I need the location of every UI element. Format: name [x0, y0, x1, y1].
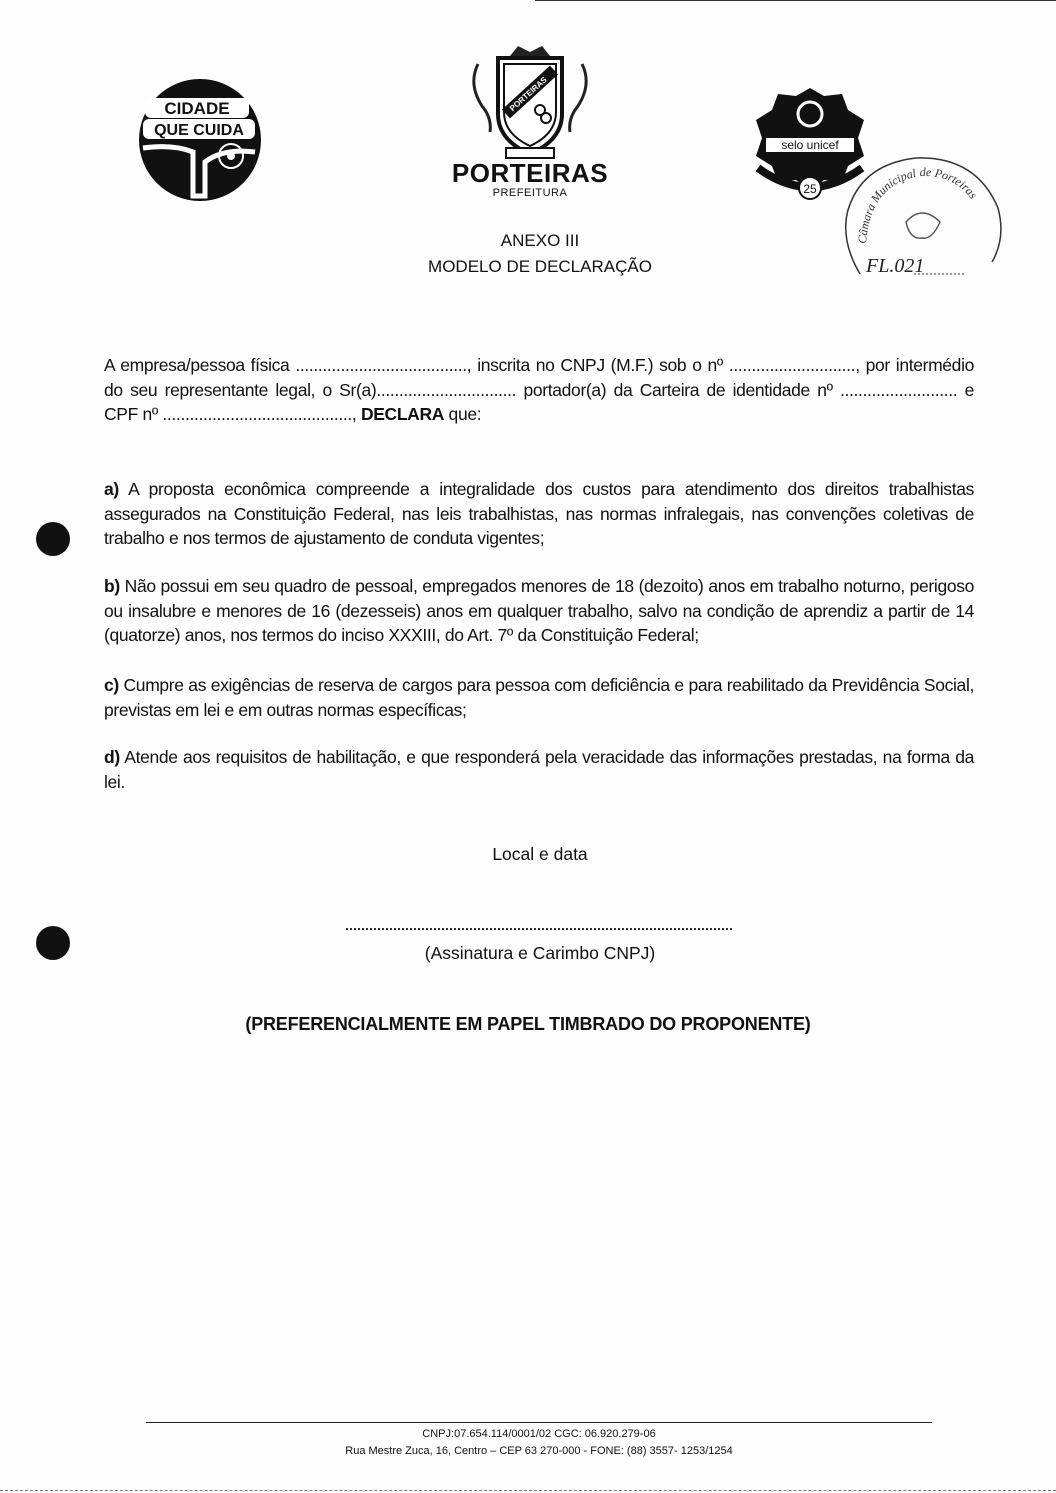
punch-hole — [36, 926, 70, 960]
footer-registration: CNPJ:07.654.114/0001/02 CGC: 06.920.279-06 — [422, 1428, 656, 1440]
porteiras-crest-icon — [468, 44, 592, 164]
footer-rule — [146, 1422, 932, 1423]
item-letter: d) — [104, 747, 120, 767]
annex-subtitle: MODELO DE DECLARAÇÃO — [428, 257, 652, 276]
item-text: Cumpre as exigências de reserva de cargos para pessoa com deficiência e para reabilitado da Previdência Social, previstas em lei e em outras normas específicas; — [104, 675, 974, 720]
item-letter: b) — [104, 576, 120, 596]
intro-text: A empresa/pessoa física ......................................, inscrita no CNPJ (M.F.) sob o nº ............................, por intermédio do seu representante legal, o Sr(a)............................... portador(a) da Carteira de identidade nº .......................... e CPF nº .........................................., — [104, 355, 974, 424]
signature-line — [346, 918, 732, 930]
declaration-item-d — [104, 745, 974, 794]
item-letter: a) — [104, 479, 119, 499]
item-letter: c) — [104, 675, 119, 695]
svg-text:PORTEIRAS: PORTEIRAS — [507, 75, 549, 114]
bottom-rule — [0, 1490, 1056, 1491]
svg-text:selo unicef: selo unicef — [781, 138, 839, 152]
punch-hole — [36, 522, 70, 556]
declaration-item-c — [104, 673, 974, 722]
brand-name: PORTEIRAS — [451, 158, 609, 188]
cidade-que-cuida-logo — [133, 78, 267, 202]
declara-keyword: DECLARA — [360, 404, 445, 424]
item-text: A proposta econômica compreende a integralidade dos custos para atendimento dos direitos trabalhistas assegurados na Constituição Federal, nas leis trabalhistas, nas normas infralegais, nas convenções coletivas de trabalho e nos termos de ajustamento de conduta vigentes; — [104, 479, 974, 548]
signature-label: (Assinatura e Carimbo CNPJ) — [424, 943, 656, 963]
svg-text:25: 25 — [803, 182, 817, 196]
intro-tail: que: — [444, 404, 482, 424]
brand-subtitle: PREFEITURA — [492, 187, 568, 199]
declaration-item-b — [104, 574, 974, 648]
svg-text:Câmara Municipal de Porteiras: Câmara Municipal de Porteiras — [855, 164, 981, 245]
declaration-item-a — [104, 477, 974, 551]
annex-title: ANEXO III — [500, 231, 580, 250]
svg-text:QUE CUIDA: QUE CUIDA — [154, 122, 244, 139]
place-date: Local e data — [492, 844, 588, 864]
item-text: Não possui em seu quadro de pessoal, empregados menores de 18 (dezoito) anos em trabalho noturno, perigoso ou insalubre e menores de 16 (dezesseis) anos em qualquer trabalho, salvo na condição de aprendiz a partir de 14 (quatorze) anos, nos termos do inciso XXXIII, do Art. 7º da Constituição Federal; — [104, 576, 974, 645]
declaration-intro — [104, 353, 974, 427]
preference-note: (PREFERENCIALMENTE EM PAPEL TIMBRADO DO PROPONENTE) — [245, 1014, 811, 1034]
svg-text:CIDADE: CIDADE — [164, 99, 230, 118]
footer-address: Rua Mestre Zuca, 16, Centro – CEP 63 270-000 - FONE: (88) 3557- 1253/1254 — [345, 1445, 733, 1457]
top-rule — [535, 0, 1056, 1]
svg-text:FL.021: FL.021 — [866, 255, 925, 277]
item-text: Atende aos requisitos de habilitação, e que responderá pela veracidade das informações prestadas, na forma da lei. — [104, 747, 974, 792]
chamber-stamp-icon — [836, 148, 1006, 298]
